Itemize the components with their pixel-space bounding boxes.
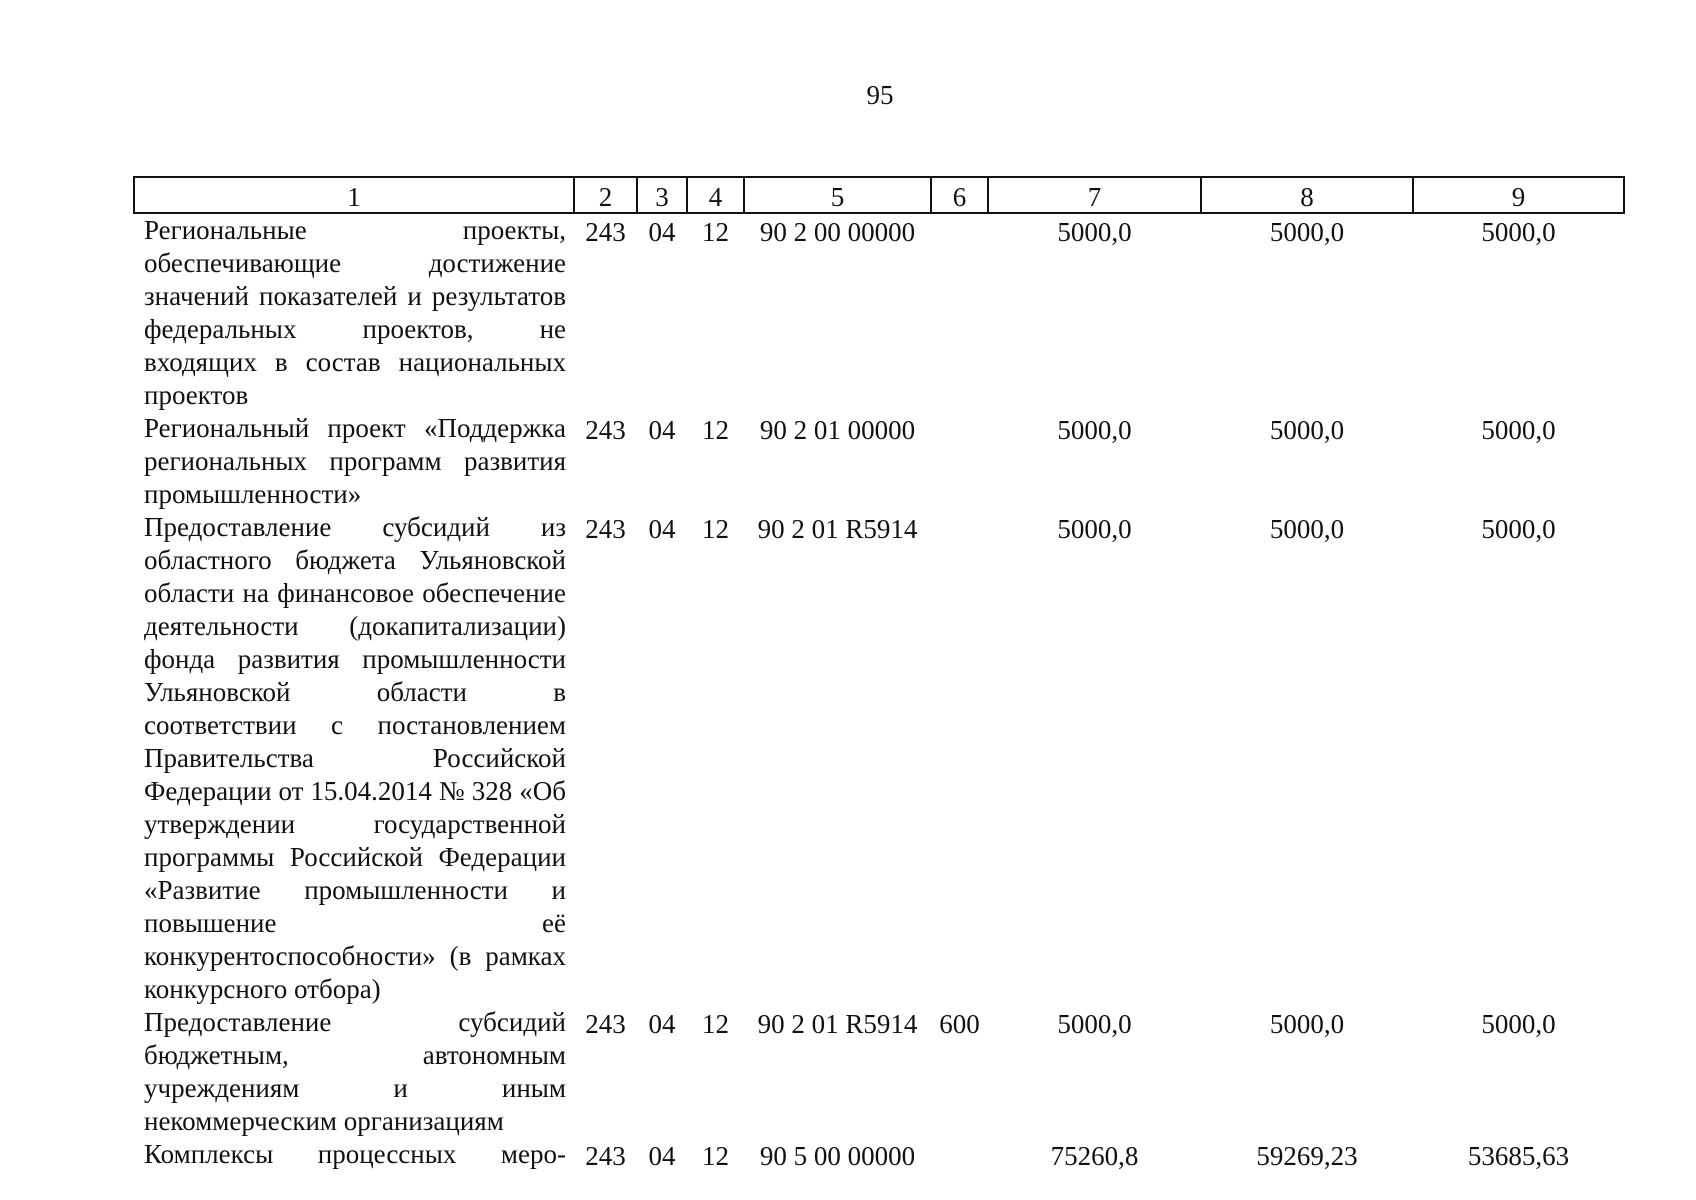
row-col-2: 243 [585,1141,626,1171]
row-name: Региональный проект «Поддержка региональных программ развития промышленности» [144,413,566,509]
table-row [134,412,1624,511]
row-col-3: 04 [648,1009,676,1039]
table-row [134,213,1624,412]
row-col-5: 90 2 01 R5914 [757,1009,918,1039]
row-col-2: 243 [585,1009,626,1039]
column-header-6: 6 [931,177,988,213]
row-col-8: 5000,0 [1269,514,1345,544]
column-header-5: 5 [744,177,931,213]
column-header-1: 1 [134,177,574,213]
column-header-9: 9 [1413,177,1624,213]
table-header-row [134,177,1624,213]
row-col-5: 90 2 01 00000 [759,415,916,445]
row-name: Предоставление субсидий из областного бюджета Ульяновской области на финансовое обеспечение деятельности (докапитализации) фонда развития промышленности Ульяновской области в соответствии с постановлением Правительства Российской Федерации от 15.04.2014 № 328 «Об утверждении государственной программы Российской Федерации «Развитие промышленности и повышение её конкурентоспособности» (в рамках конкурсного отбора) [144,512,566,1004]
row-name: Предоставление субсидий бюджетным, автономным учреждениям и иным некоммерческим организациям [144,1007,566,1136]
row-col-8: 5000,0 [1269,415,1345,445]
row-col-2: 243 [585,217,626,247]
row-name: Комплексы процессных меро- [144,1139,566,1169]
row-col-7: 5000,0 [1057,217,1132,247]
row-col-4: 12 [702,1141,729,1171]
row-col-2: 243 [585,514,626,544]
row-col-3: 04 [648,217,676,247]
row-col-7: 5000,0 [1057,415,1132,445]
row-col-5: 90 2 01 R5914 [757,514,918,544]
table-row [134,511,1624,1006]
column-header-8: 8 [1201,177,1413,213]
row-col-2: 243 [585,415,626,445]
row-col-6 [931,412,988,511]
row-col-9: 5000,0 [1481,217,1556,247]
row-col-7: 75260,8 [1050,1141,1139,1171]
row-col-6 [931,1138,988,1173]
row-col-7: 5000,0 [1057,514,1132,544]
column-header-7: 7 [988,177,1201,213]
table-row [134,1138,1624,1173]
row-col-6: 600 [939,1009,980,1039]
page-number: 95 [866,80,894,110]
column-header-3: 3 [637,177,687,213]
row-col-3: 04 [648,514,676,544]
column-header-4: 4 [687,177,744,213]
row-col-6 [931,511,988,1006]
row-name: Региональные проекты, обеспечивающие достижение значений показателей и результатов федеральных проектов, не входящих в состав национальных проектов [144,215,566,410]
row-col-4: 12 [702,217,729,247]
row-col-9: 5000,0 [1481,415,1556,445]
column-header-2: 2 [574,177,637,213]
row-col-9: 5000,0 [1481,514,1556,544]
row-col-5: 90 5 00 00000 [759,1141,916,1171]
row-col-4: 12 [702,415,729,445]
table-row [134,1006,1624,1138]
row-col-8: 5000,0 [1269,217,1345,247]
row-col-7: 5000,0 [1057,1009,1132,1039]
row-col-9: 53685,63 [1467,1141,1570,1171]
row-col-8: 59269,23 [1256,1141,1358,1171]
row-col-4: 12 [702,1009,729,1039]
row-col-3: 04 [648,415,676,445]
row-col-9: 5000,0 [1481,1009,1556,1039]
budget-table [133,176,1625,1173]
row-col-3: 04 [648,1141,676,1171]
row-col-6 [931,213,988,412]
row-col-4: 12 [702,514,729,544]
row-col-5: 90 2 00 00000 [759,217,916,247]
row-col-8: 5000,0 [1269,1009,1345,1039]
